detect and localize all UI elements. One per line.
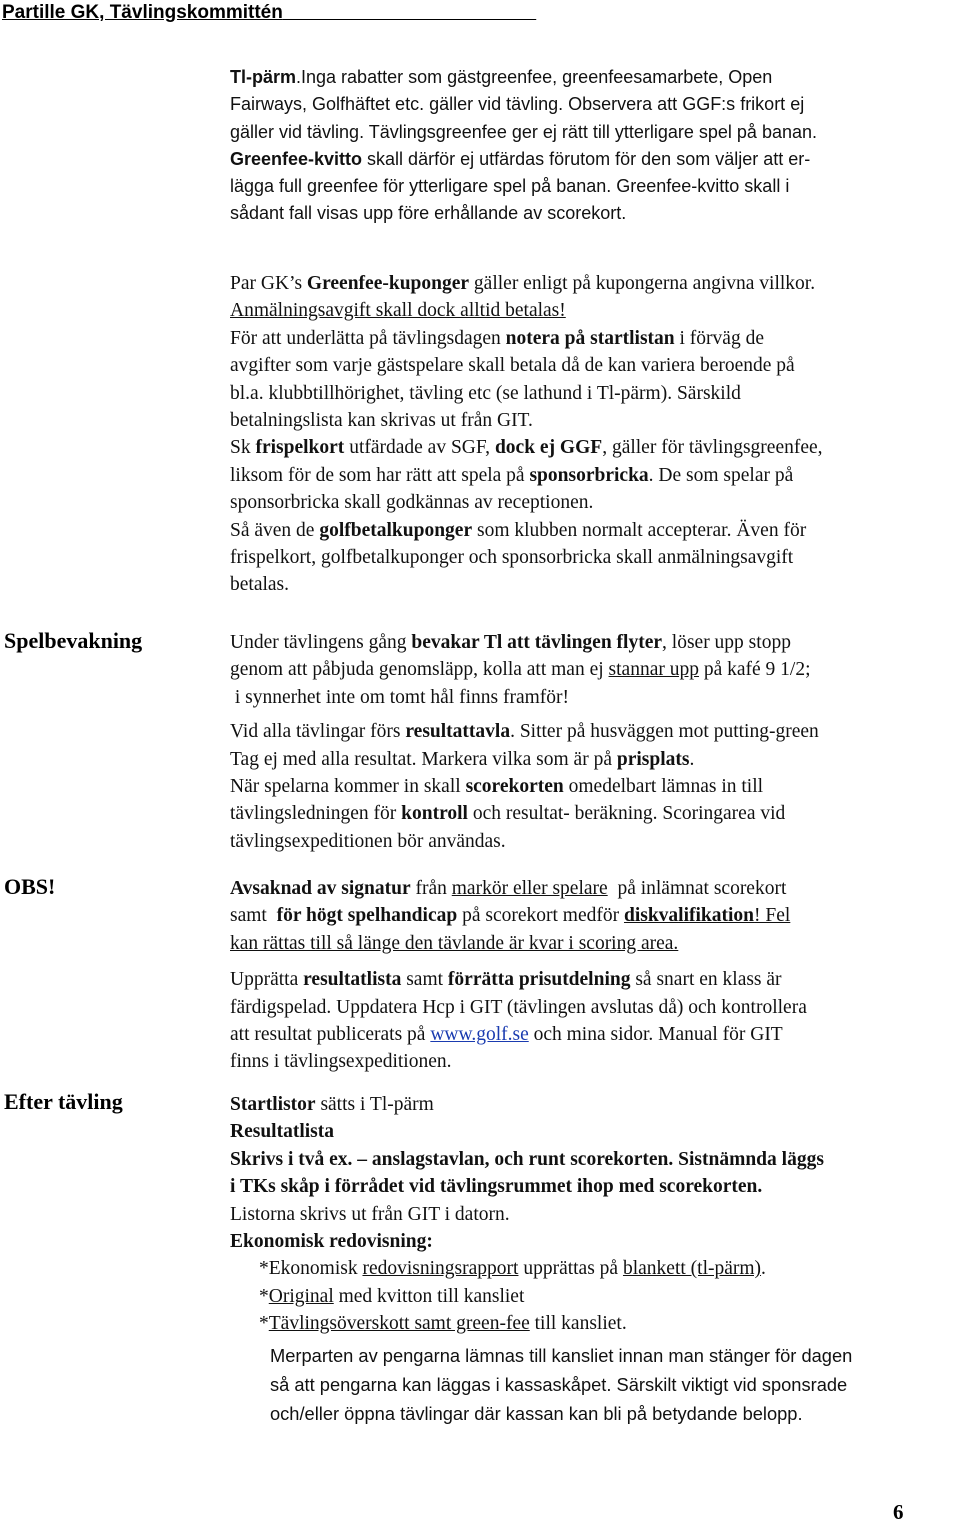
dock-ej-ggf-term: dock ej GGF: [494, 437, 603, 459]
efter-line-11: så att pengarna kan läggas i kassaskåpet. Särskilt viktigt vid sponsrade: [270, 1374, 848, 1395]
efter-line-2: Resultatlista: [230, 1121, 334, 1143]
obs-line-5: färdigspelad. Uppdatera Hcp i GIT (tävlingen avslutas då) och kontrollera: [230, 996, 807, 1018]
text: Vid alla tävlingar förs: [230, 721, 406, 743]
text: *: [259, 1313, 269, 1335]
text: .: [761, 1258, 766, 1280]
redovisningsrapport-term: redovisningsrapport: [362, 1258, 519, 1280]
tl-parm-line-1: [230, 64, 960, 91]
kuponger-section: [230, 270, 960, 599]
scorekorten-term: scorekorten: [465, 776, 564, 798]
kuponger-line-9: sponsorbricka skall godkännas av receptionen.: [230, 492, 594, 514]
kuponger-line-4: avgifter som varje gästspelare skall betala då de kan variera beroende på: [230, 355, 795, 377]
text: att resultat publicerats på: [230, 1024, 431, 1046]
kontroll-term: kontroll: [401, 803, 468, 825]
obs-section: [230, 875, 960, 1076]
golfbetalkuponger-term: golfbetalkuponger: [319, 519, 473, 541]
text: och mina sidor. Manual för GIT: [528, 1024, 783, 1046]
prisutdelning-term: förrätta prisutdelning: [447, 969, 631, 991]
side-label-efter-tavling: Efter tävling: [4, 1089, 123, 1114]
kuponger-line-10: [230, 517, 960, 544]
kuponger-line-5: bl.a. klubbtillhörighet, tävling etc (se lathund i Tl-pärm). Särskild: [230, 382, 741, 404]
text: *Ekonomisk: [259, 1258, 363, 1280]
text: . Sitter på husväggen mot putting-green: [510, 721, 819, 743]
text: gäller enligt på kupongerna angivna villkor.: [469, 273, 816, 294]
startlistor-term: Startlistor: [230, 1094, 316, 1115]
obs-line-4: [230, 966, 960, 993]
kuponger-line-6: betalningslista kan skrivas ut från GIT.: [230, 410, 533, 432]
obs-line-7: finns i tävlingsexpeditionen.: [230, 1051, 452, 1073]
text: genom att påbjuda genomsläpp, kolla att man ej: [230, 659, 609, 681]
text: i förväg de: [674, 327, 764, 349]
kuponger-line-11: frispelkort, golfbetalkuponger och sponsorbricka skall anmälningsavgift: [230, 547, 794, 569]
tl-parm-line-3: gäller vid tävling. Tävlingsgreenfee ger ej rätt till ytterligare spel på banan.: [230, 121, 817, 142]
text: och resultat- beräkning. Scoringarea vid: [467, 803, 786, 825]
text: samt: [401, 969, 448, 991]
efter-line-7: [230, 1255, 960, 1282]
obs-line-6: [230, 1021, 960, 1048]
bevakar-term: bevakar Tl att tävlingen flyter: [411, 632, 663, 653]
spelbevakning-line-7: [230, 800, 960, 827]
original-term: Original: [268, 1285, 334, 1307]
text: . De som spelar på: [648, 464, 794, 486]
tl-parm-line-4: [230, 146, 960, 173]
text: sätts i Tl-pärm: [315, 1094, 434, 1115]
efter-line-1: [230, 1091, 960, 1118]
efter-line-6: Ekonomisk redovisning:: [230, 1231, 433, 1253]
text: Par GK’s: [230, 273, 307, 294]
text: Sk: [230, 437, 256, 459]
text: Under tävlingens gång: [230, 632, 412, 653]
tl-parm-text: .Inga rabatter som gästgreenfee, greenfeesamarbete, Open: [296, 67, 773, 87]
tl-parm-section: [230, 64, 960, 228]
side-label-spelbevakning: Spelbevakning: [4, 628, 143, 653]
spelbevakning-line-6: [230, 773, 960, 800]
page-number: 6: [893, 1500, 904, 1524]
text: med kvitton till kansliet: [333, 1285, 525, 1307]
text: på kafé 9 1/2;: [698, 659, 811, 681]
text: .: [689, 748, 695, 770]
spelbevakning-section: [230, 629, 960, 855]
efter-line-3: Skrivs i två ex. – anslagstavlan, och runt scorekorten. Sistnämnda läggs: [230, 1148, 824, 1170]
diskvalifikation-term: diskvalifikation: [623, 905, 755, 927]
obs-line-3: kan rättas till så länge den tävlande är kvar i scoring area.: [230, 932, 679, 954]
avsaknad-term: Avsaknad av signatur: [230, 878, 411, 899]
tl-parm-term: Tl-pärm: [230, 67, 297, 87]
text: utfärdade av SGF,: [344, 437, 495, 459]
text: liksom för de som har rätt att spela på: [230, 464, 530, 486]
tl-parm-text: skall därför ej utfärdas förutom för den som väljer att er-: [362, 148, 811, 169]
kuponger-line-1: [230, 270, 960, 297]
notera-term: notera på startlistan: [505, 327, 675, 349]
text: på inlämnat scorekort: [607, 878, 787, 899]
spelbevakning-line-5: [230, 746, 960, 773]
tl-parm-line-6: sådant fall visas upp före erhållande av scorekort.: [230, 203, 627, 224]
tl-parm-line-5: lägga full greenfee för ytterligare spel på banan. Greenfee-kvitto skall i: [230, 176, 790, 197]
kuponger-line-3: [230, 325, 960, 352]
spelbevakning-line-3: i synnerhet inte om tomt hål finns framför!: [230, 686, 570, 708]
text: , löser upp stopp: [662, 632, 791, 653]
handicap-term: för högt spelhandicap: [276, 905, 458, 927]
golf-se-link[interactable]: www.golf.se: [430, 1024, 529, 1046]
efter-tavling-section: [230, 1091, 960, 1338]
page-header: [2, 2, 536, 24]
efter-line-5: Listorna skrivs ut från GIT i datorn.: [230, 1203, 510, 1225]
efter-line-10: Merparten av pengarna lämnas till kansliet innan man stänger för dagen: [270, 1345, 853, 1366]
efter-line-8: [230, 1283, 960, 1310]
efter-line-4: i TKs skåp i förrådet vid tävlingsrummet ihop med scorekorten.: [230, 1176, 763, 1198]
text: på scorekort medför: [457, 905, 624, 927]
text: Upprätta: [230, 969, 304, 991]
kuponger-line-7: [230, 434, 960, 461]
obs-line-2: [230, 902, 960, 929]
efter-line-12: och/eller öppna tävlingar där kassan kan bli på betydande belopp.: [270, 1403, 803, 1424]
text: till kansliet.: [529, 1313, 627, 1335]
efter-tavling-note: [270, 1341, 960, 1428]
stannar-upp-term: stannar upp: [608, 659, 699, 681]
text: *: [259, 1285, 269, 1307]
greenfee-kvitto-term: Greenfee-kvitto: [230, 148, 363, 169]
obs-line-1: [230, 875, 960, 902]
sponsorbricka-term: sponsorbricka: [529, 464, 649, 486]
frispelkort-term: frispelkort: [255, 437, 345, 459]
spelbevakning-line-4: [230, 718, 960, 745]
tl-parm-line-2: Fairways, Golfhäftet etc. gäller vid tävling. Observera att GGF:s frikort ej: [230, 94, 805, 115]
prisplats-term: prisplats: [616, 748, 690, 770]
greenfee-kuponger-term: Greenfee-kuponger: [306, 273, 470, 294]
text: tävlingsledningen för: [230, 803, 402, 825]
side-label-obs: OBS!: [4, 874, 56, 899]
text: upprättas på: [518, 1258, 623, 1280]
text: som klubben normalt accepterar. Även för: [472, 519, 807, 541]
text: samt: [230, 905, 277, 927]
text: När spelarna kommer in skall: [230, 776, 466, 798]
efter-line-9: [230, 1310, 960, 1337]
text: ! Fel: [754, 905, 791, 927]
blankett-term: blankett (tl-pärm): [622, 1258, 762, 1280]
header-title: Partille GK, Tävlingskommittén: [2, 2, 283, 23]
resultattavla-term: resultattavla: [405, 721, 511, 743]
spelbevakning-line-2: [230, 656, 960, 683]
text: Tag ej med alla resultat. Markera vilka som är på: [230, 748, 617, 770]
spelbevakning-line-8: tävlingsexpeditionen bör användas.: [230, 830, 506, 852]
text: Så även de: [230, 519, 320, 541]
kuponger-line-12: betalas.: [230, 574, 290, 596]
text: omedelbart lämnas in till: [563, 776, 764, 798]
text: från: [410, 878, 452, 899]
text: så snart en klass är: [630, 969, 782, 991]
text: , gäller för tävlingsgreenfee,: [602, 437, 823, 459]
overskott-term: Tävlingsöverskott samt green-fee: [268, 1313, 530, 1335]
text: För att underlätta på tävlingsdagen: [230, 327, 506, 349]
resultatlista-term: resultatlista: [303, 969, 402, 991]
kuponger-line-2: Anmälningsavgift skall dock alltid betalas!: [230, 300, 566, 322]
markor-term: markör eller spelare: [451, 878, 608, 899]
kuponger-line-8: [230, 462, 960, 489]
spelbevakning-line-1: [230, 629, 960, 656]
